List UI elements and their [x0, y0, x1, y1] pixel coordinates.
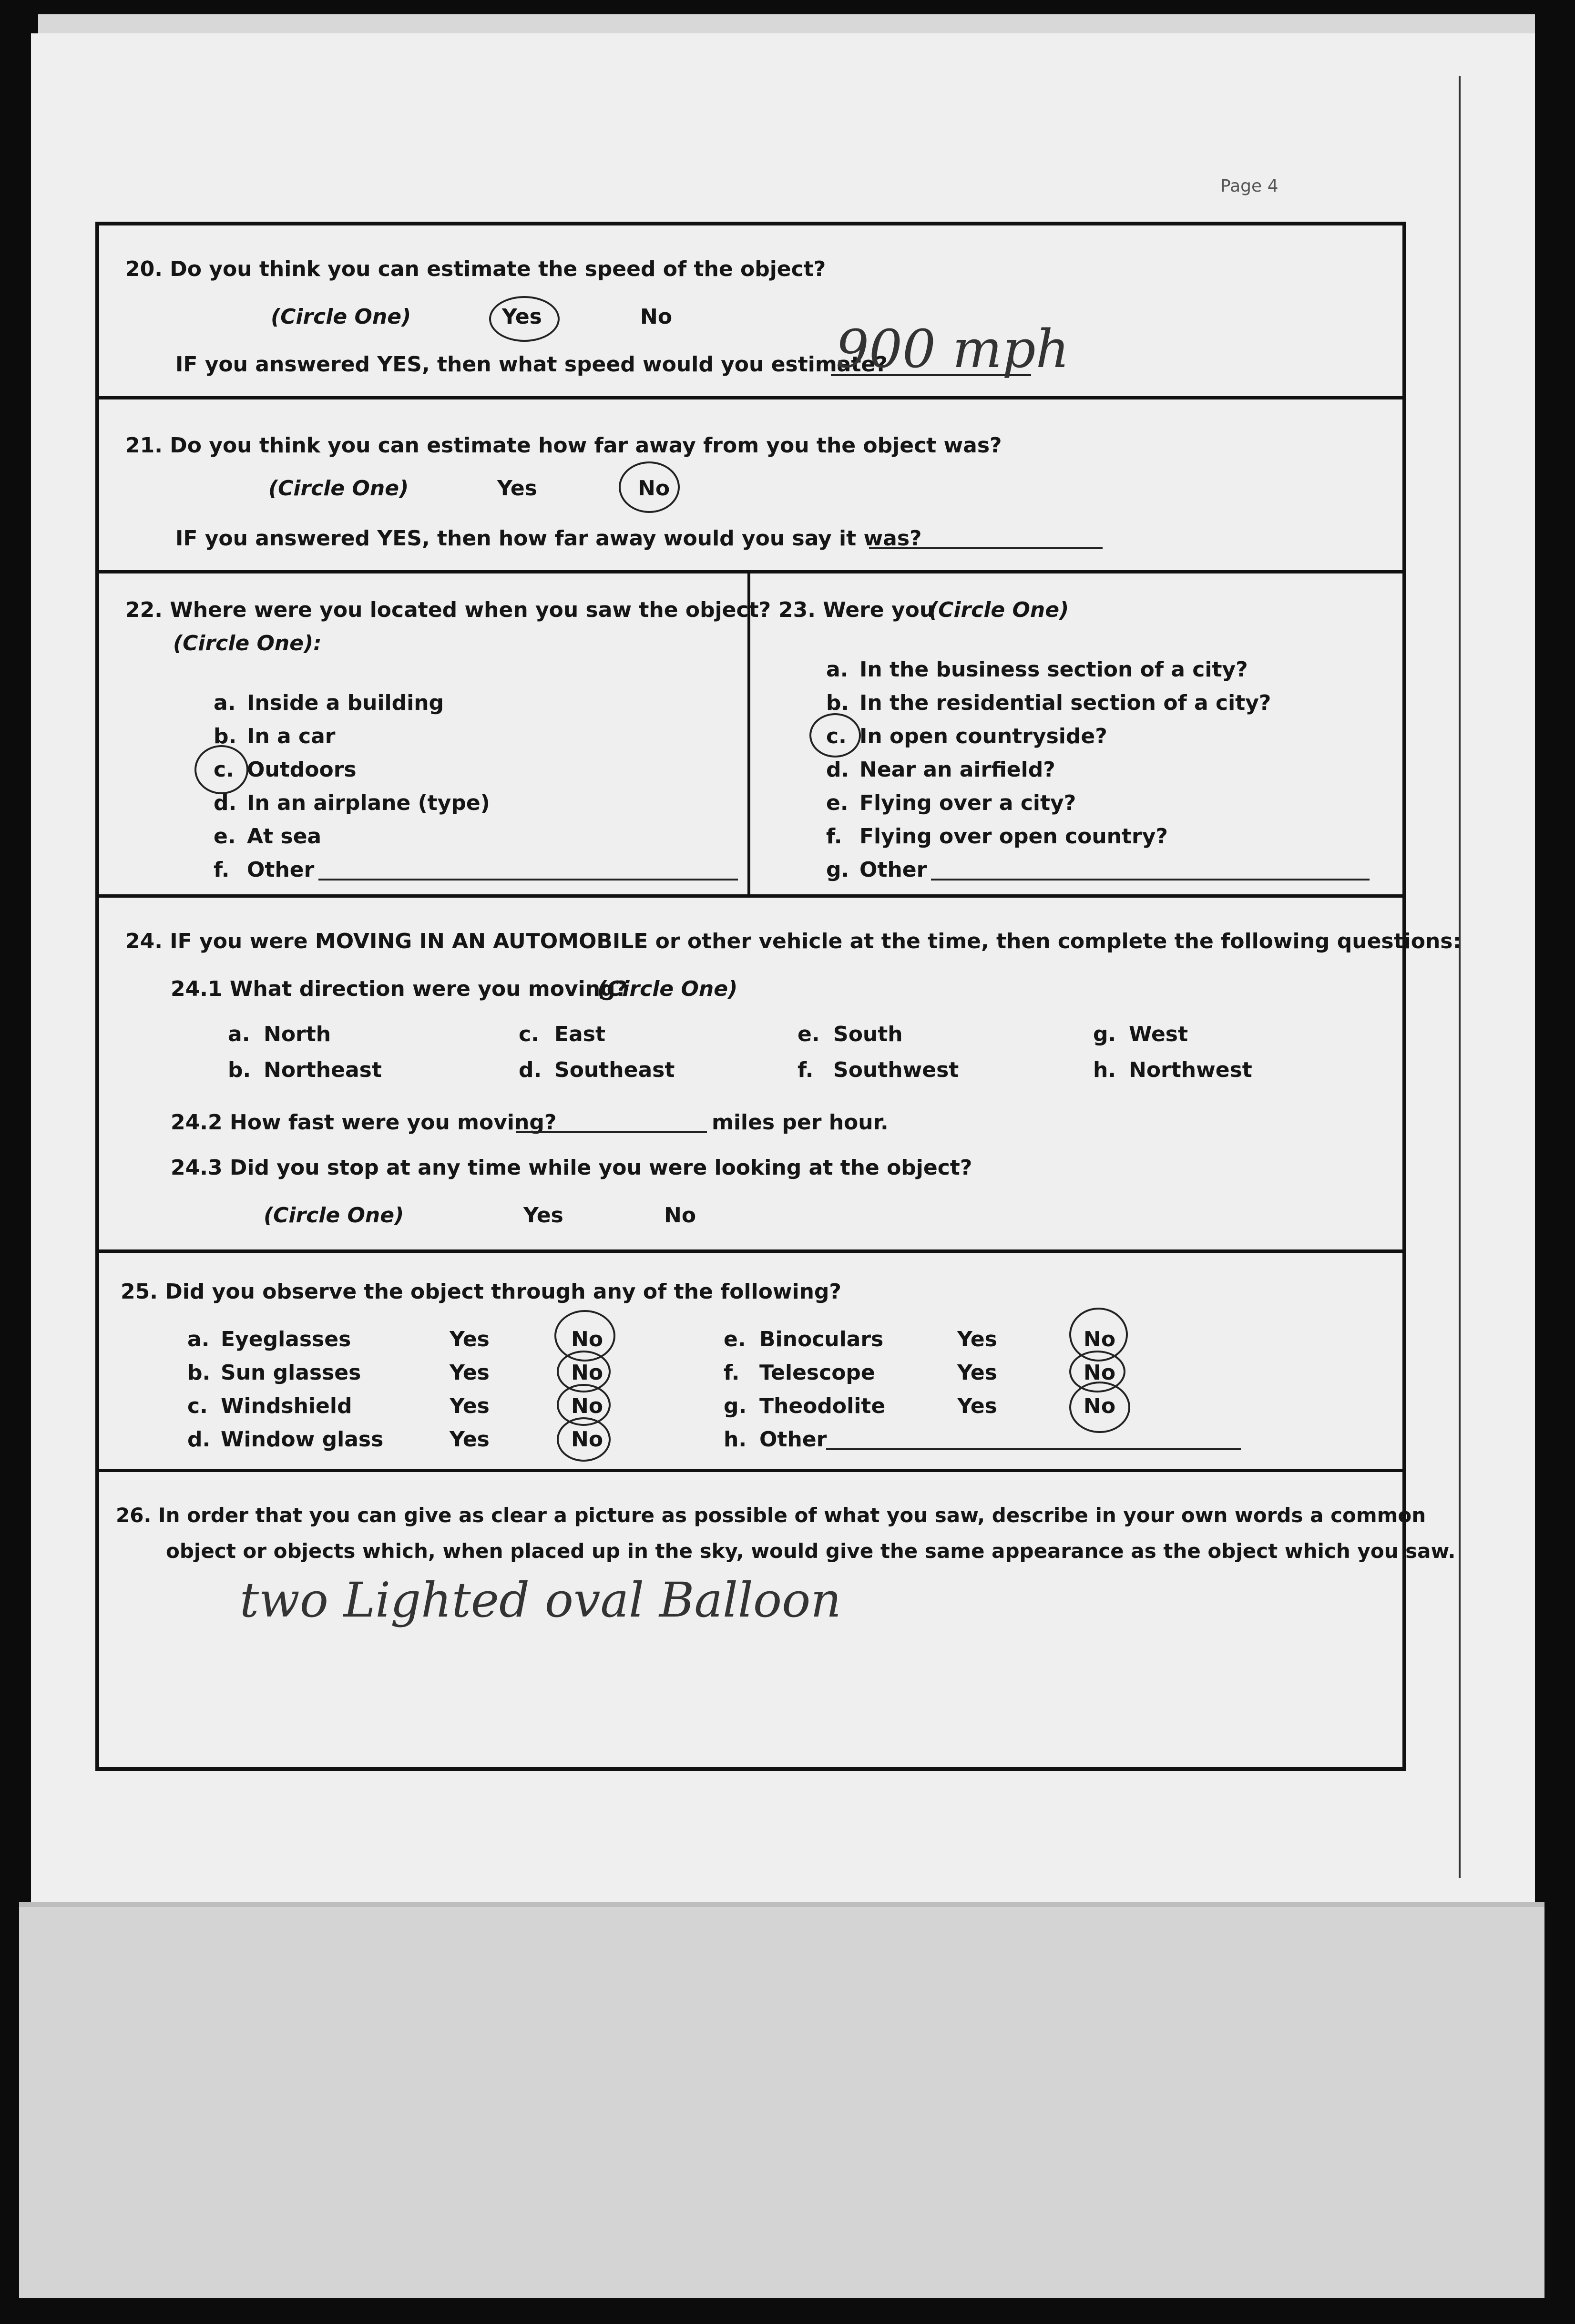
- area-other-line[interactable]: [931, 879, 1370, 880]
- no-option[interactable]: No: [664, 1203, 696, 1228]
- option-letter: b.: [826, 691, 849, 715]
- instrument-label: Eyeglasses: [221, 1327, 351, 1351]
- circle-one-label: (Circle One): [268, 476, 409, 501]
- option-letter: b.: [214, 724, 237, 748]
- question-24-1-text: 24.1 What direction were you moving?: [171, 977, 628, 1001]
- option-letter: c.: [826, 724, 847, 748]
- binoculars-no[interactable]: No: [1084, 1327, 1116, 1351]
- instrument-label: Sun glasses: [221, 1361, 361, 1385]
- option-letter: c.: [214, 758, 234, 782]
- option-letter: e.: [214, 824, 236, 849]
- option-letter: f.: [724, 1361, 740, 1385]
- question-24: [99, 898, 1462, 1253]
- question-23-text: 23. Were you: [778, 598, 935, 622]
- eyeglasses-yes[interactable]: Yes: [450, 1327, 490, 1351]
- option-letter: c.: [519, 1022, 539, 1046]
- option-letter: a.: [187, 1327, 210, 1351]
- direction-option-northeast[interactable]: Northeast: [264, 1058, 382, 1082]
- distance-answer-line[interactable]: [869, 547, 1103, 549]
- instrument-label: Telescope: [759, 1361, 875, 1385]
- followup-text: IF you answered YES, then what speed would you estimate?: [175, 352, 888, 377]
- location-option-inside-building[interactable]: Inside a building: [247, 691, 444, 715]
- question-26: [99, 1472, 1456, 1768]
- instrument-label: Other: [759, 1427, 827, 1452]
- option-letter: a.: [826, 657, 849, 682]
- option-letter: b.: [228, 1058, 251, 1082]
- option-letter: c.: [187, 1394, 208, 1418]
- location-option-other[interactable]: Other: [247, 858, 315, 882]
- questions-22-23: [99, 573, 1402, 898]
- answer-circle-mark: [557, 1417, 611, 1462]
- area-option-flying-city[interactable]: Flying over a city?: [859, 791, 1076, 815]
- circle-one-label: (Circle One): [929, 598, 1069, 622]
- direction-option-north[interactable]: North: [264, 1022, 331, 1046]
- option-letter: d.: [187, 1427, 211, 1452]
- question-text: 25. Did you observe the object through any of the following?: [121, 1280, 841, 1304]
- instrument-label: Theodolite: [759, 1394, 886, 1418]
- question-21: [99, 399, 1402, 573]
- theodolite-yes[interactable]: Yes: [957, 1394, 997, 1418]
- option-letter: a.: [228, 1022, 250, 1046]
- windshield-no[interactable]: No: [571, 1394, 603, 1418]
- question-text-line-1: 26. In order that you can give as clear a picture as possible of what you saw, describe in your own words a common: [116, 1504, 1426, 1527]
- question-text: 24. IF you were MOVING IN AN AUTOMOBILE or other vehicle at the time, then complete the following questions:: [125, 929, 1462, 953]
- question-25: [99, 1253, 1402, 1472]
- window-glass-no[interactable]: No: [571, 1427, 603, 1452]
- speed-answer-handwriting[interactable]: 900 mph: [836, 318, 1070, 379]
- question-22-text: 22. Where were you located when you saw the object?: [125, 598, 771, 622]
- instrument-label: Windshield: [221, 1394, 352, 1418]
- no-option[interactable]: No: [638, 476, 670, 501]
- window-glass-yes[interactable]: Yes: [450, 1427, 490, 1452]
- page-number: Page 4: [1220, 176, 1278, 196]
- binoculars-yes[interactable]: Yes: [957, 1327, 997, 1351]
- margin-rule: [1459, 76, 1461, 1878]
- eyeglasses-no[interactable]: No: [571, 1327, 603, 1351]
- no-option[interactable]: No: [640, 305, 673, 329]
- instrument-other-line[interactable]: [826, 1448, 1241, 1450]
- option-letter: d.: [826, 758, 849, 782]
- telescope-yes[interactable]: Yes: [957, 1361, 997, 1385]
- direction-option-southwest[interactable]: Southwest: [833, 1058, 959, 1082]
- direction-option-south[interactable]: South: [833, 1022, 903, 1046]
- option-letter: e.: [798, 1022, 820, 1046]
- answer-circle-mark: [194, 745, 248, 794]
- yes-option[interactable]: Yes: [523, 1203, 563, 1228]
- option-letter: g.: [1093, 1022, 1116, 1046]
- question-20: [99, 225, 1402, 399]
- option-letter: e.: [724, 1327, 746, 1351]
- answer-circle-mark: [809, 713, 861, 758]
- speed-unit: miles per hour.: [712, 1110, 889, 1135]
- question-24-2-text: 24.2 How fast were you moving?: [171, 1110, 557, 1135]
- option-letter: f.: [214, 858, 230, 882]
- sun-glasses-yes[interactable]: Yes: [450, 1361, 490, 1385]
- underlying-sheet: [19, 1907, 1544, 2298]
- option-letter: g.: [724, 1394, 747, 1418]
- yes-option[interactable]: Yes: [497, 476, 537, 501]
- question-text: 21. Do you think you can estimate how far away from you the object was?: [125, 433, 1002, 458]
- location-option-car[interactable]: In a car: [247, 724, 336, 748]
- circle-one-label: (Circle One):: [173, 631, 322, 655]
- area-option-other[interactable]: Other: [859, 858, 927, 882]
- area-option-countryside[interactable]: In open countryside?: [859, 724, 1107, 748]
- direction-option-west[interactable]: West: [1129, 1022, 1188, 1046]
- sun-glasses-no[interactable]: No: [571, 1361, 603, 1385]
- followup-text: IF you answered YES, then how far away would you say it was?: [175, 526, 922, 551]
- location-option-airplane[interactable]: In an airplane (type): [247, 791, 490, 815]
- option-letter: e.: [826, 791, 849, 815]
- question-24-3-text: 24.3 Did you stop at any time while you were looking at the object?: [171, 1156, 972, 1180]
- option-letter: h.: [1093, 1058, 1116, 1082]
- option-letter: d.: [214, 791, 237, 815]
- windshield-yes[interactable]: Yes: [450, 1394, 490, 1418]
- direction-option-east[interactable]: East: [554, 1022, 605, 1046]
- direction-option-southeast[interactable]: Southeast: [554, 1058, 675, 1082]
- description-answer-handwriting[interactable]: two Lighted oval Balloon: [240, 1572, 841, 1628]
- answer-circle-mark: [489, 296, 560, 342]
- question-text: 20. Do you think you can estimate the speed of the object?: [125, 257, 826, 281]
- yes-option[interactable]: Yes: [502, 305, 542, 329]
- circle-one-label: (Circle One): [271, 305, 411, 329]
- option-letter: b.: [187, 1361, 211, 1385]
- circle-one-label: (Circle One): [264, 1203, 404, 1228]
- vehicle-speed-line[interactable]: [516, 1131, 707, 1133]
- option-letter: g.: [826, 858, 849, 882]
- direction-option-northwest[interactable]: Northwest: [1129, 1058, 1252, 1082]
- area-option-business[interactable]: In the business section of a city?: [859, 657, 1248, 682]
- option-letter: f.: [826, 824, 842, 849]
- option-letter: f.: [798, 1058, 814, 1082]
- questionnaire-form: [95, 222, 1462, 1771]
- circle-one-label: (Circle One): [597, 977, 738, 1001]
- answer-circle-mark: [1069, 1382, 1130, 1433]
- instrument-label: Window glass: [221, 1427, 384, 1452]
- answer-circle-mark: [619, 461, 680, 513]
- instrument-label: Binoculars: [759, 1327, 884, 1351]
- theodolite-no[interactable]: No: [1084, 1394, 1116, 1418]
- area-option-residential[interactable]: In the residential section of a city?: [859, 691, 1271, 715]
- telescope-no[interactable]: No: [1084, 1361, 1116, 1385]
- option-letter: d.: [519, 1058, 542, 1082]
- location-option-at-sea[interactable]: At sea: [247, 824, 322, 849]
- option-letter: a.: [214, 691, 236, 715]
- area-option-airfield[interactable]: Near an airfield?: [859, 758, 1055, 782]
- location-other-line[interactable]: [318, 879, 738, 880]
- option-letter: h.: [724, 1427, 747, 1452]
- area-option-flying-country[interactable]: Flying over open country?: [859, 824, 1168, 849]
- location-option-outdoors[interactable]: Outdoors: [247, 758, 357, 782]
- question-text-line-2: object or objects which, when placed up in the sky, would give the same appearance as the object which you saw.: [166, 1539, 1456, 1563]
